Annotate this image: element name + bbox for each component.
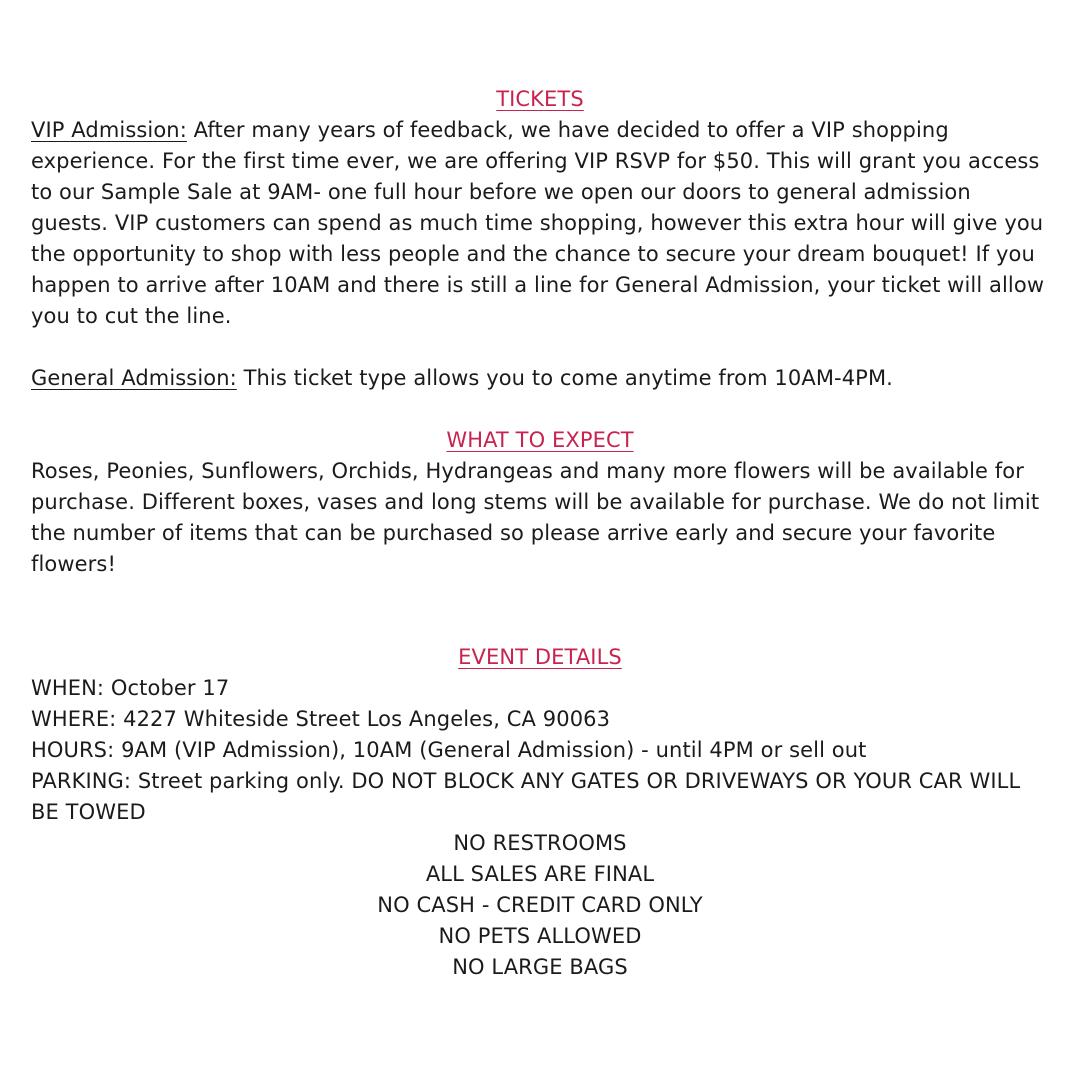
- vip-admission-paragraph: [31, 115, 1049, 332]
- spacer: [31, 394, 1049, 425]
- event-details-heading: EVENT DETAILS: [458, 645, 622, 669]
- rule-no-large-bags: NO LARGE BAGS: [452, 955, 628, 979]
- event-hours: HOURS: 9AM (VIP Admission), 10AM (General Admission) - until 4PM or sell out: [31, 738, 867, 762]
- event-where: WHERE: 4227 Whiteside Street Los Angeles, CA 90063: [31, 707, 611, 731]
- tickets-heading: TICKETS: [496, 87, 584, 111]
- event-info-document: [31, 84, 1049, 983]
- vip-admission-text: After many years of feedback, we have decided to offer a VIP shopping experience. For the first time ever, we are offering VIP RSVP for $50. This will grant you access to our Sample Sale at 9AM- one full hour before we open our doors to general admission guests. VIP customers can spend as much time shopping, however this extra hour will give you the opportunity to shop with less people and the chance to secure your dream bouquet! If you happen to arrive after 10AM and there is still a line for General Admission, your ticket will allow you to cut the line.: [31, 118, 1045, 328]
- what-to-expect-text: Roses, Peonies, Sunflowers, Orchids, Hydrangeas and many more flowers will be available for purchase. Different boxes, vases and long stems will be available for purchase. We do not limit the number of items that can be purchased so please arrive early and secure your favorite flowers!: [31, 459, 1040, 576]
- what-to-expect-heading: WHAT TO EXPECT: [446, 428, 634, 452]
- spacer: [31, 332, 1049, 363]
- general-admission-paragraph: [31, 363, 1049, 394]
- rule-no-pets: NO PETS ALLOWED: [438, 924, 642, 948]
- general-admission-label: General Admission:: [31, 366, 237, 390]
- vip-admission-label: VIP Admission:: [31, 118, 187, 142]
- spacer: [31, 580, 1049, 642]
- event-when: WHEN: October 17: [31, 676, 230, 700]
- rule-sales-final: ALL SALES ARE FINAL: [425, 862, 655, 886]
- rule-credit-card-only: NO CASH - CREDIT CARD ONLY: [377, 893, 703, 917]
- rule-no-restrooms: NO RESTROOMS: [453, 831, 627, 855]
- event-parking: PARKING: Street parking only. DO NOT BLOCK ANY GATES OR DRIVEWAYS OR YOUR CAR WILL BE TOWED: [31, 769, 1021, 824]
- general-admission-text: This ticket type allows you to come anytime from 10AM-4PM.: [236, 366, 893, 390]
